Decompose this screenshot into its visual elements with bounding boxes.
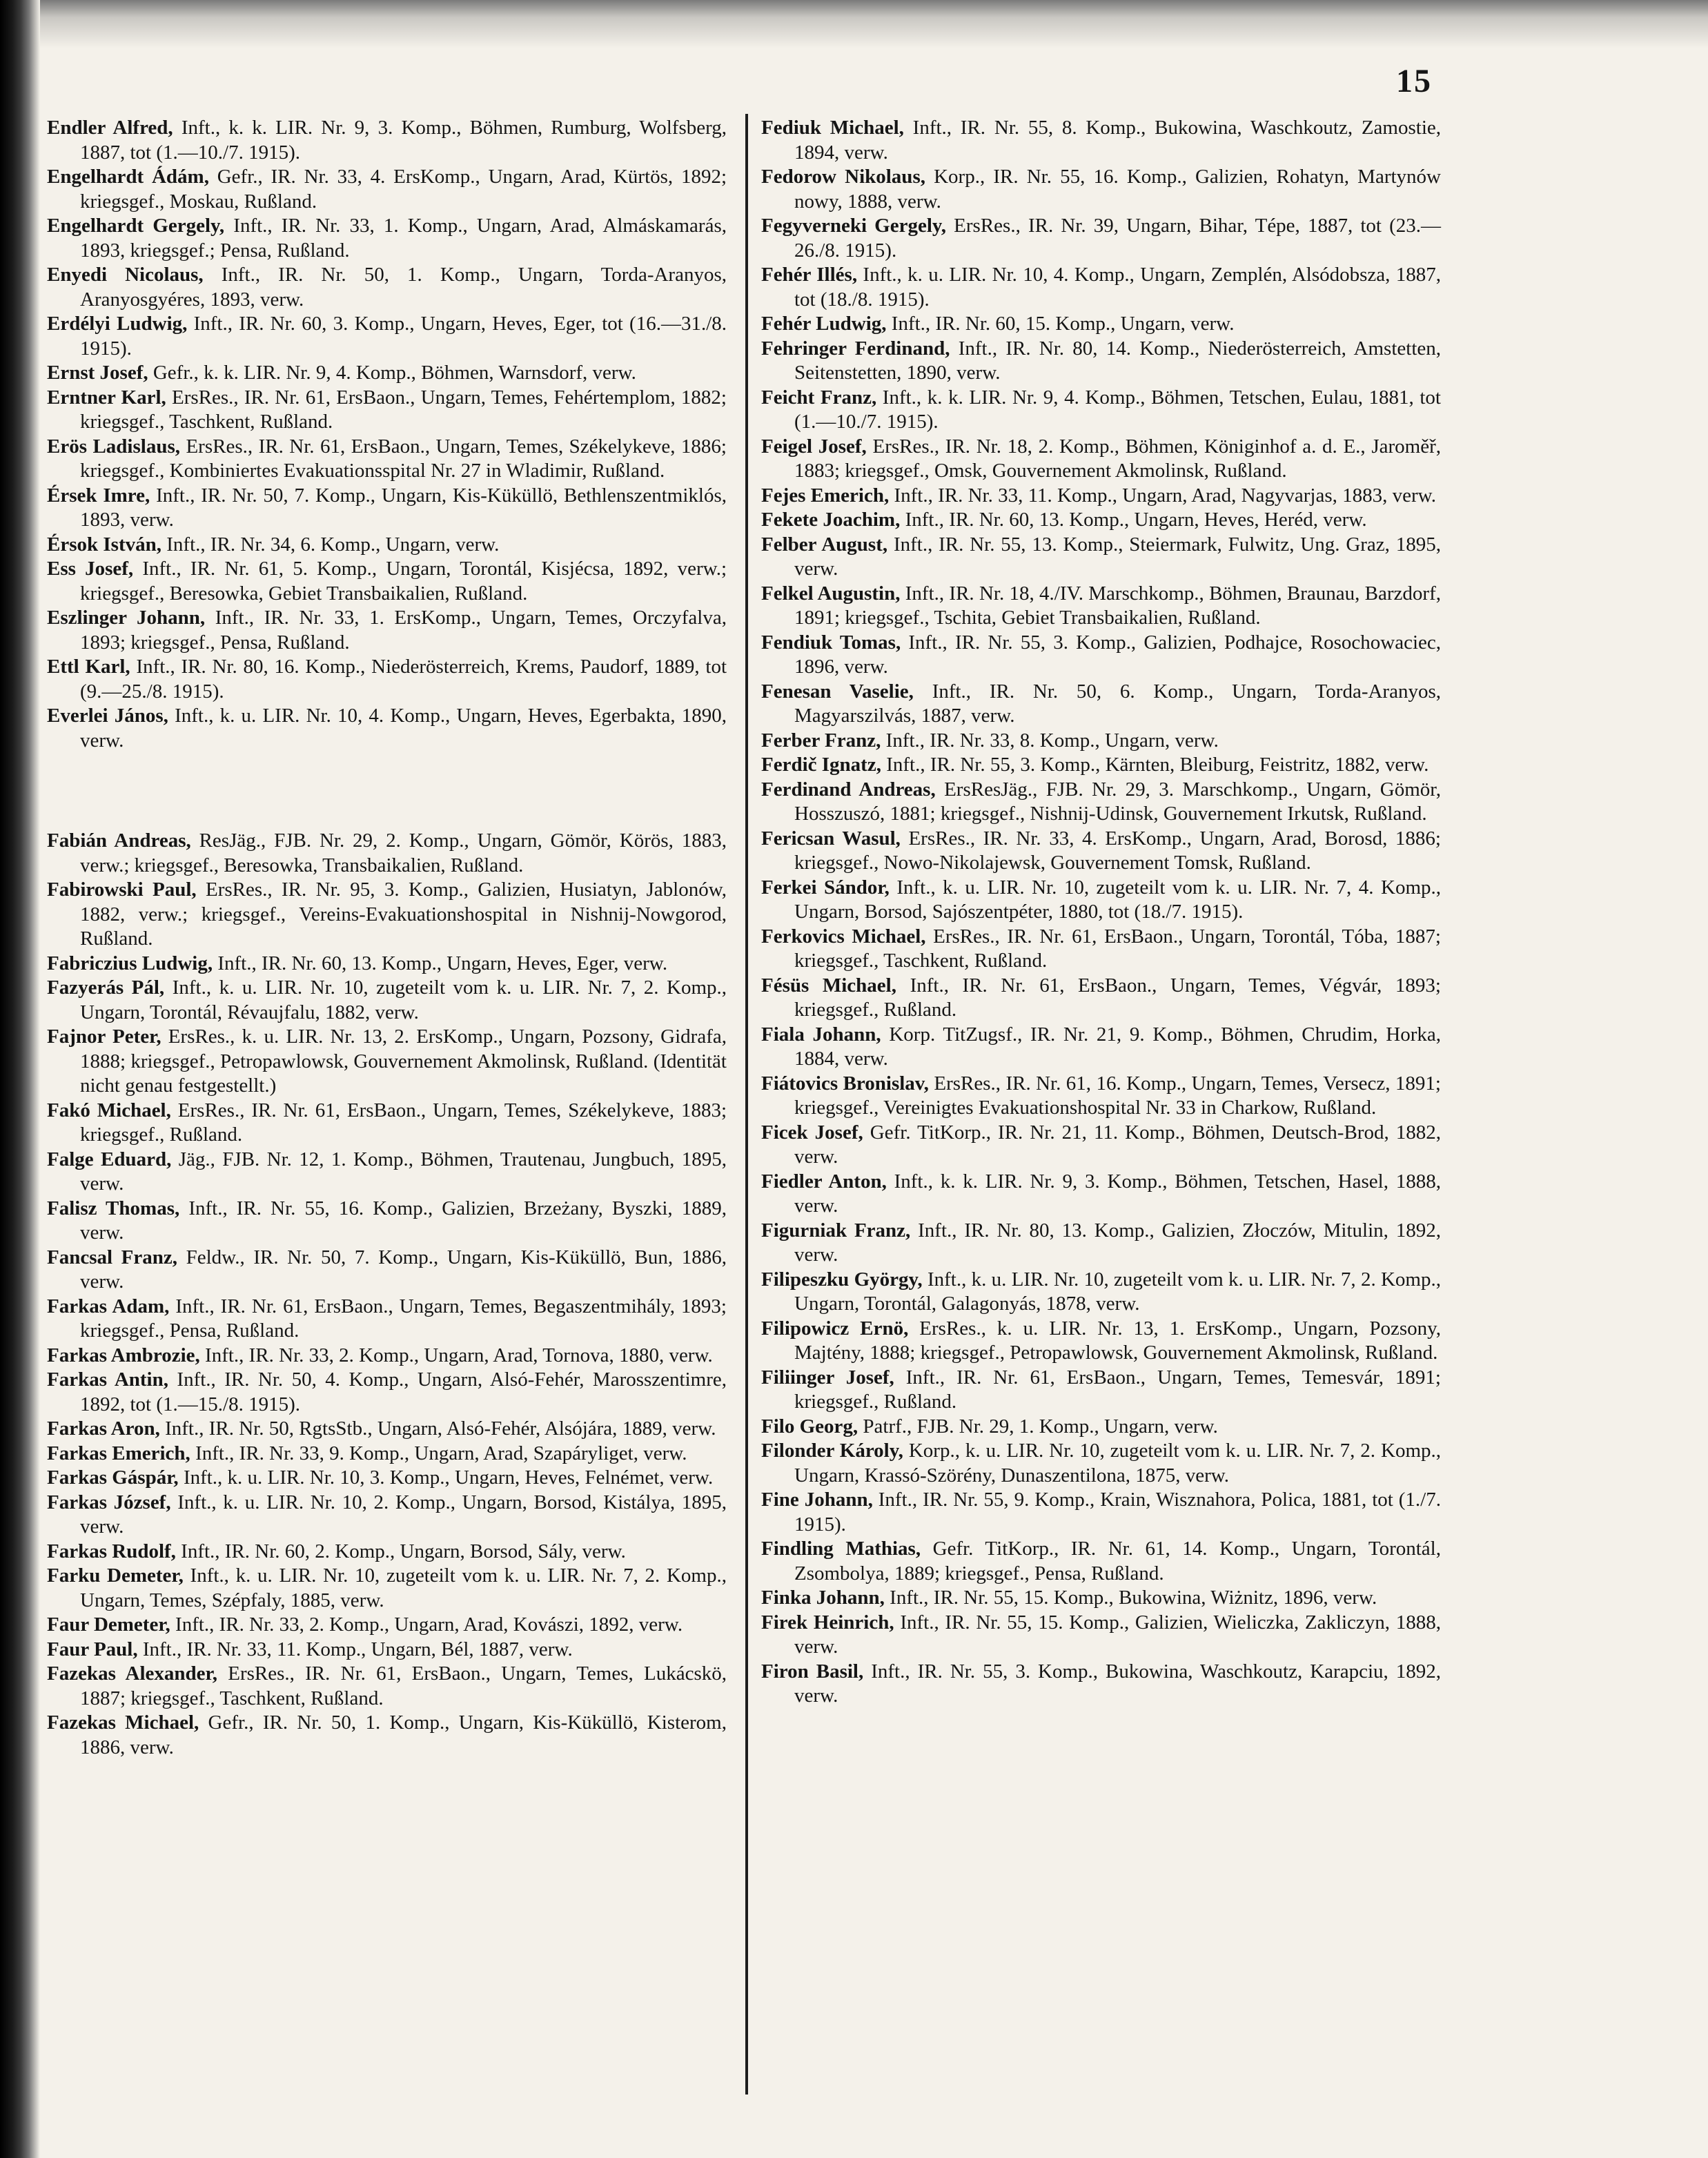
- entry-name: Farkas Rudolf,: [47, 1540, 176, 1562]
- list-entry: [47, 1148, 727, 1197]
- entry-name: Fegyverneki Gergely,: [761, 215, 947, 237]
- list-entry: [761, 974, 1441, 1023]
- list-entry: [761, 508, 1441, 533]
- entry-name: Filipowicz Ernö,: [761, 1317, 909, 1340]
- entry-name: Felkel Augustin,: [761, 582, 901, 605]
- entry-name: Fazekas Michael,: [47, 1711, 199, 1734]
- entry-details: Inft., IR. Nr. 33, 11. Komp., Ungarn, Arad, Nagyvarjas, 1883, verw.: [889, 484, 1436, 507]
- entry-details: ErsRes., IR. Nr. 61, ErsBaon., Ungarn, Temes, Székelykeve, 1886; kriegsgef., Kombiniertes Evakuationsspital Nr. 27 in Wladimir, Rußland.: [80, 435, 727, 482]
- entry-details: Inft., IR. Nr. 50, RgtsStb., Ungarn, Alsó-Fehér, Alsójára, 1889, verw.: [159, 1418, 716, 1440]
- list-entry: [47, 606, 727, 655]
- list-entry: [761, 484, 1441, 509]
- right-column: [761, 116, 1441, 1709]
- entry-name: Farku Demeter,: [47, 1564, 184, 1587]
- entry-details: ErsRes., IR. Nr. 33, 4. ErsKomp., Ungarn, Arad, Borosd, 1886; kriegsgef., Nowo-Nikolajewsk, Gouvernement Tomsk, Rußland.: [794, 827, 1441, 874]
- entry-name: Farkas Aron,: [47, 1418, 160, 1440]
- entry-details: Inft., IR. Nr. 55, 8. Komp., Bukowina, Waschkoutz, Zamostie, 1894, verw.: [794, 117, 1442, 164]
- list-entry: [761, 753, 1441, 778]
- entry-name: Farkas Ambrozie,: [47, 1344, 200, 1366]
- list-entry: [47, 1442, 727, 1467]
- list-entry: [47, 1295, 727, 1344]
- column-divider: [745, 114, 748, 2095]
- entry-details: ErsRes., IR. Nr. 61, 16. Komp., Ungarn, Temes, Versecz, 1891; kriegsgef., Vereinigtes Evakuationshospital Nr. 33 in Charkow, Rußland.: [794, 1072, 1441, 1119]
- entry-details: Inft., IR. Nr. 60, 13. Komp., Ungarn, Heves, Heréd, verw.: [900, 509, 1367, 531]
- entry-name: Erntner Karl,: [47, 386, 166, 409]
- entry-name: Faur Demeter,: [47, 1613, 170, 1636]
- entry-details: Inft., IR. Nr. 33, 8. Komp., Ungarn, verw.: [881, 729, 1219, 752]
- list-entry: [47, 1197, 727, 1246]
- entry-details: ErsResJäg., FJB. Nr. 29, 3. Marschkomp., Ungarn, Gömör, Hosszuszó, 1881; kriegsgef., Nishnij-Udinsk, Gouvernement Irkutsk, Rußland.: [794, 778, 1441, 825]
- entry-name: Filonder Károly,: [761, 1440, 903, 1462]
- list-entry: [47, 1417, 727, 1442]
- entry-details: Inft., IR. Nr. 34, 6. Komp., Ungarn, verw.: [161, 533, 500, 556]
- list-entry: [47, 557, 727, 606]
- entry-details: Inft., IR. Nr. 33, 2. Komp., Ungarn, Arad, Kovászi, 1892, verw.: [170, 1613, 683, 1636]
- entry-name: Fedorow Nikolaus,: [761, 166, 925, 188]
- list-entry: [47, 533, 727, 558]
- list-entry: [761, 1488, 1441, 1537]
- entry-name: Erös Ladislaus,: [47, 435, 180, 458]
- entry-details: Inft., IR. Nr. 80, 16. Komp., Niederösterreich, Krems, Paudorf, 1889, tot (9.—25./8. 1915).: [80, 656, 727, 703]
- entry-details: Inft., IR. Nr. 50, 6. Komp., Ungarn, Torda-Aranyos, Magyarszilvás, 1887, verw.: [794, 680, 1441, 727]
- entry-name: Érsek Imre,: [47, 484, 150, 507]
- entry-details: Inft., k. u. LIR. Nr. 10, 2. Komp., Ungarn, Borsod, Kistálya, 1895, verw.: [80, 1491, 727, 1538]
- entry-name: Érsok István,: [47, 533, 161, 556]
- page-top-shadow: [0, 0, 1708, 48]
- list-entry: [47, 484, 727, 533]
- entry-name: Ferkei Sándor,: [761, 876, 890, 899]
- list-entry: [47, 1025, 727, 1099]
- entry-name: Fericsan Wasul,: [761, 827, 901, 850]
- list-entry: [47, 312, 727, 361]
- book-gutter-edge: [0, 0, 40, 2158]
- entry-name: Faur Paul,: [47, 1638, 138, 1660]
- entry-details: ErsRes., IR. Nr. 61, ErsBaon., Ungarn, Torontál, Tóba, 1887; kriegsgef., Taschkent, Rußland.: [794, 925, 1441, 972]
- list-entry: [761, 1366, 1441, 1415]
- entry-details: Inft., IR. Nr. 60, 15. Komp., Ungarn, verw.: [886, 313, 1235, 335]
- entry-name: Farkas Antin,: [47, 1369, 168, 1391]
- list-entry: [761, 1537, 1441, 1586]
- list-entry: [761, 1268, 1441, 1317]
- list-entry: [47, 435, 727, 484]
- entry-details: Inft., IR. Nr. 55, 15. Komp., Bukowina, Wiżnitz, 1896, verw.: [884, 1587, 1377, 1609]
- entry-details: Inft., IR. Nr. 61, ErsBaon., Ungarn, Temes, Végvár, 1893; kriegsgef., Rußland.: [794, 974, 1441, 1021]
- entry-name: Fehér Ludwig,: [761, 313, 887, 335]
- list-entry: [47, 1564, 727, 1613]
- list-entry: [47, 1540, 727, 1564]
- entry-details: Inft., IR. Nr. 55, 16. Komp., Galizien, Brzeżany, Byszki, 1889, verw.: [80, 1197, 727, 1244]
- entry-details: Gefr. TitKorp., IR. Nr. 61, 14. Komp., Ungarn, Torontál, Zsombolya, 1889; kriegsgef., Pensa, Rußland.: [794, 1538, 1441, 1585]
- list-entry: [47, 1491, 727, 1540]
- entry-name: Fazekas Alexander,: [47, 1662, 217, 1685]
- entry-details: Gefr. TitKorp., IR. Nr. 21, 11. Komp., Böhmen, Deutsch-Brod, 1882, verw.: [794, 1121, 1442, 1168]
- entry-name: Farkas József,: [47, 1491, 171, 1513]
- entry-name: Farkas Gáspár,: [47, 1467, 179, 1489]
- entry-name: Fancsal Franz,: [47, 1246, 177, 1268]
- entry-name: Fabriczius Ludwig,: [47, 952, 213, 974]
- entry-name: Ferdinand Andreas,: [761, 778, 936, 801]
- entry-name: Fajnor Peter,: [47, 1026, 161, 1048]
- entry-name: Figurniak Franz,: [761, 1219, 911, 1242]
- entry-name: Filo Georg,: [761, 1415, 858, 1438]
- entry-name: Filipeszku György,: [761, 1268, 923, 1291]
- entry-details: Inft., k. k. LIR. Nr. 9, 3. Komp., Böhmen, Rumburg, Wolfsberg, 1887, tot (1.—10./7. 1915).: [80, 117, 727, 164]
- entry-name: Firon Basil,: [761, 1660, 864, 1683]
- entry-details: Inft., IR. Nr. 33, 11. Komp., Ungarn, Bél, 1887, verw.: [137, 1638, 573, 1660]
- entry-details: Inft., k. u. LIR. Nr. 10, zugeteilt vom k. u. LIR. Nr. 7, 2. Komp., Ungarn, Temes, Szépfaly, 1885, verw.: [80, 1564, 727, 1611]
- list-entry: [761, 1611, 1441, 1660]
- list-entry: [47, 165, 727, 214]
- entry-details: Inft., k. u. LIR. Nr. 10, zugeteilt vom k. u. LIR. Nr. 7, 2. Komp., Ungarn, Torontál, Galagonyás, 1878, verw.: [794, 1268, 1441, 1315]
- entry-details: Gefr., k. k. LIR. Nr. 9, 4. Komp., Böhmen, Warnsdorf, verw.: [148, 362, 636, 384]
- list-entry: [761, 925, 1441, 974]
- entry-details: Inft., IR. Nr. 55, 13. Komp., Steiermark, Fulwitz, Ung. Graz, 1895, verw.: [794, 533, 1441, 580]
- entry-name: Fehér Illés,: [761, 264, 858, 286]
- entry-details: Korp., IR. Nr. 55, 16. Komp., Galizien, Rohatyn, Martynów nowy, 1888, verw.: [794, 166, 1441, 213]
- entry-name: Fenesan Vaselie,: [761, 680, 914, 703]
- entry-details: Inft., IR. Nr. 61, ErsBaon., Ungarn, Temes, Temesvár, 1891; kriegsgef., Rußland.: [794, 1366, 1441, 1413]
- entry-details: Inft., IR. Nr. 55, 3. Komp., Galizien, Podhajce, Rosochowaciec, 1896, verw.: [794, 631, 1441, 678]
- entry-name: Fiala Johann,: [761, 1023, 881, 1046]
- entry-details: Inft., IR. Nr. 60, 2. Komp., Ungarn, Borsod, Sály, verw.: [175, 1540, 626, 1562]
- list-entry: [47, 878, 727, 952]
- list-entry: [761, 1415, 1441, 1440]
- list-entry: [47, 952, 727, 977]
- entry-name: Firek Heinrich,: [761, 1611, 894, 1634]
- list-entry: [761, 214, 1441, 263]
- entry-name: Farkas Emerich,: [47, 1442, 190, 1464]
- entry-details: Inft., IR. Nr. 50, 1. Komp., Ungarn, Torda-Aranyos, Aranyosgyéres, 1893, verw.: [80, 264, 727, 311]
- list-entry: [761, 827, 1441, 876]
- entry-name: Enyedi Nicolaus,: [47, 264, 204, 286]
- entry-name: Ess Josef,: [47, 558, 134, 580]
- list-entry: [47, 1466, 727, 1491]
- entry-details: Gefr., IR. Nr. 33, 4. ErsKomp., Ungarn, Arad, Kürtös, 1892; kriegsgef., Moskau, Rußland.: [80, 166, 727, 213]
- entry-name: Fakó Michael,: [47, 1099, 171, 1121]
- entry-details: Inft., IR. Nr. 50, 7. Komp., Ungarn, Kis-Küküllö, Bethlenszentmiklós, 1893, verw.: [80, 484, 727, 531]
- list-entry: [761, 1170, 1441, 1219]
- list-entry: [47, 116, 727, 165]
- list-entry: [761, 631, 1441, 680]
- entry-details: ErsRes., IR. Nr. 95, 3. Komp., Galizien, Husiatyn, Jablonów, 1882, verw.; kriegsgef., Vereins-Evakuationshospital in Nishnij-Nowgorod, Rußland.: [80, 879, 727, 950]
- entry-details: ErsRes., k. u. LIR. Nr. 13, 1. ErsKomp., Ungarn, Pozsony, Majtény, 1888; kriegsgef., Petropawlowsk, Gouvernement Akmolinsk, Rußland.: [794, 1317, 1441, 1364]
- entry-name: Erdélyi Ludwig,: [47, 313, 188, 335]
- list-entry: [761, 778, 1441, 827]
- entry-name: Engelhardt Gergely,: [47, 215, 225, 237]
- entry-details: Inft., IR. Nr. 61, 5. Komp., Ungarn, Torontál, Kisjécsa, 1892, verw.; kriegsgef., Beresowka, Gebiet Transbaikalien, Rußland.: [80, 558, 727, 605]
- list-entry: [761, 1072, 1441, 1121]
- list-entry: [47, 1344, 727, 1369]
- list-entry: [761, 116, 1441, 165]
- entry-name: Ferdič Ignatz,: [761, 754, 881, 776]
- entry-name: Fediuk Michael,: [761, 117, 904, 139]
- list-entry: [47, 829, 727, 878]
- entry-name: Fiátovics Bronislav,: [761, 1072, 929, 1095]
- entry-name: Engelhardt Ádám,: [47, 166, 209, 188]
- entry-details: Jäg., FJB. Nr. 12, 1. Komp., Böhmen, Trautenau, Jungbuch, 1895, verw.: [80, 1148, 727, 1195]
- entry-name: Finka Johann,: [761, 1587, 885, 1609]
- entry-details: ErsRes., IR. Nr. 39, Ungarn, Bihar, Tépe, 1887, tot (23.—26./8. 1915).: [794, 215, 1441, 262]
- list-entry: [47, 1246, 727, 1295]
- entry-details: ErsRes., k. u. LIR. Nr. 13, 2. ErsKomp., Ungarn, Pozsony, Gidrafa, 1888; kriegsgef., Petropawlowsk, Gouvernement Akmolinsk, Rußland. (Identität nicht genau festgestellt.): [80, 1026, 727, 1097]
- entry-name: Fabián Andreas,: [47, 830, 191, 852]
- entry-name: Fiedler Anton,: [761, 1170, 887, 1193]
- list-entry: [47, 1368, 727, 1417]
- list-entry: [761, 1586, 1441, 1611]
- entry-details: ErsRes., IR. Nr. 61, ErsBaon., Ungarn, Temes, Fehértemplom, 1882; kriegsgef., Taschkent, Rußland.: [80, 386, 727, 433]
- list-entry: [47, 1099, 727, 1148]
- list-entry: [47, 976, 727, 1025]
- entry-details: Inft., IR. Nr. 61, ErsBaon., Ungarn, Temes, Begaszentmihály, 1893; kriegsgef., Pensa, Rußland.: [80, 1295, 727, 1342]
- entry-details: Feldw., IR. Nr. 50, 7. Komp., Ungarn, Kis-Küküllö, Bun, 1886, verw.: [80, 1246, 727, 1293]
- entry-name: Falisz Thomas,: [47, 1197, 180, 1219]
- list-entry: [761, 386, 1441, 435]
- entry-name: Fabirowski Paul,: [47, 879, 197, 901]
- list-entry: [761, 582, 1441, 631]
- entry-name: Feigel Josef,: [761, 435, 867, 458]
- entry-name: Ernst Josef,: [47, 362, 148, 384]
- entry-details: Inft., IR. Nr. 60, 13. Komp., Ungarn, Heves, Eger, verw.: [213, 952, 668, 974]
- list-entry: [47, 214, 727, 263]
- entry-details: Korp., k. u. LIR. Nr. 10, zugeteilt vom k. u. LIR. Nr. 7, 2. Komp., Ungarn, Krassó-Szörény, Dunaszentilona, 1875, verw.: [794, 1440, 1441, 1487]
- entry-details: Inft., IR. Nr. 33, 1. Komp., Ungarn, Arad, Almáskamarás, 1893, kriegsgef.; Pensa, Rußland.: [80, 215, 727, 262]
- list-entry: [47, 1711, 727, 1760]
- entry-name: Ferber Franz,: [761, 729, 881, 752]
- list-entry: [761, 1219, 1441, 1268]
- entry-details: ErsRes., IR. Nr. 61, ErsBaon., Ungarn, Temes, Lukácskö, 1887; kriegsgef., Taschkent, Rußland.: [80, 1662, 727, 1709]
- list-entry: [761, 1439, 1441, 1488]
- entry-name: Farkas Adam,: [47, 1295, 170, 1317]
- entry-details: Inft., IR. Nr. 50, 4. Komp., Ungarn, Alsó-Fehér, Marosszentimre, 1892, tot (1.—15./8. 1915).: [80, 1369, 727, 1415]
- list-entry: [761, 1660, 1441, 1709]
- list-entry: [761, 876, 1441, 925]
- list-entry: [47, 1662, 727, 1711]
- entry-name: Ettl Karl,: [47, 656, 130, 678]
- list-entry: [761, 312, 1441, 337]
- entry-name: Felber August,: [761, 533, 888, 556]
- entry-name: Everlei János,: [47, 705, 168, 727]
- entry-name: Falge Eduard,: [47, 1148, 172, 1170]
- list-entry: [47, 655, 727, 704]
- list-entry: [47, 361, 727, 386]
- entry-details: Inft., IR. Nr. 18, 4./IV. Marschkomp., Böhmen, Braunau, Barzdorf, 1891; kriegsgef., Tschita, Gebiet Transbaikalien, Rußland.: [794, 582, 1441, 629]
- section-gap: [47, 753, 727, 829]
- page-number: 15: [1396, 63, 1432, 99]
- entry-name: Fésüs Michael,: [761, 974, 896, 997]
- entry-details: Inft., k. u. LIR. Nr. 10, 3. Komp., Ungarn, Heves, Felnémet, verw.: [178, 1467, 714, 1489]
- list-entry: [47, 1613, 727, 1638]
- entry-details: Inft., IR. Nr. 55, 3. Komp., Bukowina, Waschkoutz, Karapciu, 1892, verw.: [794, 1660, 1441, 1707]
- list-entry: [761, 263, 1441, 312]
- list-entry: [761, 435, 1441, 484]
- entry-details: Inft., k. k. LIR. Nr. 9, 4. Komp., Böhmen, Tetschen, Eulau, 1881, tot (1.—10./7. 1915).: [794, 386, 1441, 433]
- entry-name: Eszlinger Johann,: [47, 607, 206, 629]
- entry-details: Inft., IR. Nr. 60, 3. Komp., Ungarn, Heves, Eger, tot (16.—31./8. 1915).: [80, 313, 727, 360]
- entry-name: Findling Mathias,: [761, 1538, 921, 1560]
- entry-details: Inft., IR. Nr. 55, 15. Komp., Galizien, Wieliczka, Zakliczyn, 1888, verw.: [794, 1611, 1442, 1658]
- entry-details: ErsRes., IR. Nr. 18, 2. Komp., Böhmen, Königinhof a. d. E., Jaroměř, 1883; kriegsgef., Omsk, Gouvernement Akmolinsk, Rußland.: [794, 435, 1441, 482]
- list-entry: [761, 729, 1441, 754]
- left-column: [47, 116, 727, 1760]
- list-entry: [761, 165, 1441, 214]
- entry-name: Fine Johann,: [761, 1489, 873, 1511]
- entry-details: Korp. TitZugsf., IR. Nr. 21, 9. Komp., Böhmen, Chrudim, Horka, 1884, verw.: [794, 1023, 1442, 1070]
- entry-name: Fejes Emerich,: [761, 484, 890, 507]
- entry-details: Inft., k. u. LIR. Nr. 10, zugeteilt vom k. u. LIR. Nr. 7, 4. Komp., Ungarn, Borsod, Sajószentpéter, 1880, tot (18./7. 1915).: [794, 876, 1442, 923]
- list-entry: [47, 263, 727, 312]
- list-entry: [47, 704, 727, 753]
- entry-details: Inft., IR. Nr. 33, 2. Komp., Ungarn, Arad, Tornova, 1880, verw.: [199, 1344, 713, 1366]
- entry-details: Inft., IR. Nr. 33, 9. Komp., Ungarn, Arad, Szapáryliget, verw.: [190, 1442, 687, 1464]
- list-entry: [761, 337, 1441, 386]
- entry-details: Inft., IR. Nr. 55, 3. Komp., Kärnten, Bleiburg, Feistritz, 1882, verw.: [881, 754, 1429, 776]
- list-entry: [761, 533, 1441, 582]
- entry-name: Feicht Franz,: [761, 386, 877, 409]
- entry-details: Patrf., FJB. Nr. 29, 1. Komp., Ungarn, verw.: [858, 1415, 1218, 1438]
- entry-name: Filiinger Josef,: [761, 1366, 894, 1389]
- entry-name: Ficek Josef,: [761, 1121, 863, 1144]
- list-entry: [761, 1121, 1441, 1170]
- entry-details: Inft., k. k. LIR. Nr. 9, 3. Komp., Böhmen, Tetschen, Hasel, 1888, verw.: [794, 1170, 1441, 1217]
- list-entry: [47, 1638, 727, 1662]
- entry-details: Inft., k. u. LIR. Nr. 10, zugeteilt vom k. u. LIR. Nr. 7, 2. Komp., Ungarn, Torontál, Révaujfalu, 1882, verw.: [80, 977, 727, 1023]
- entry-details: Inft., k. u. LIR. Nr. 10, 4. Komp., Ungarn, Heves, Egerbakta, 1890, verw.: [80, 705, 727, 752]
- list-entry: [761, 1317, 1441, 1366]
- list-entry: [761, 1023, 1441, 1072]
- entry-details: ResJäg., FJB. Nr. 29, 2. Komp., Ungarn, Gömör, Körös, 1883, verw.; kriegsgef., Beresowka, Transbaikalien, Rußland.: [80, 830, 727, 876]
- entry-name: Endler Alfred,: [47, 117, 173, 139]
- list-entry: [47, 386, 727, 435]
- entry-details: Gefr., IR. Nr. 50, 1. Komp., Ungarn, Kis-Küküllö, Kisterom, 1886, verw.: [80, 1711, 727, 1758]
- list-entry: [761, 680, 1441, 729]
- entry-details: ErsRes., IR. Nr. 61, ErsBaon., Ungarn, Temes, Székelykeve, 1883; kriegsgef., Rußland.: [80, 1099, 727, 1146]
- entry-name: Fazyerás Pál,: [47, 977, 165, 999]
- entry-name: Fehringer Ferdinand,: [761, 337, 950, 360]
- entry-details: Inft., IR. Nr. 33, 1. ErsKomp., Ungarn, Temes, Orczyfalva, 1893; kriegsgef., Pensa, Rußland.: [80, 607, 727, 654]
- entry-details: Inft., IR. Nr. 80, 14. Komp., Niederösterreich, Amstetten, Seitenstetten, 1890, verw.: [794, 337, 1441, 384]
- entry-name: Fendiuk Tomas,: [761, 631, 901, 654]
- entry-name: Fekete Joachim,: [761, 509, 901, 531]
- entry-details: Inft., IR. Nr. 80, 13. Komp., Galizien, Złoczów, Mitulin, 1892, verw.: [794, 1219, 1441, 1266]
- entry-details: Inft., IR. Nr. 55, 9. Komp., Krain, Wisznahora, Polica, 1881, tot (1./7. 1915).: [794, 1489, 1441, 1536]
- entry-name: Ferkovics Michael,: [761, 925, 926, 948]
- entry-details: Inft., k. u. LIR. Nr. 10, 4. Komp., Ungarn, Zemplén, Alsódobsza, 1887, tot (18./8. 1915).: [794, 264, 1442, 311]
